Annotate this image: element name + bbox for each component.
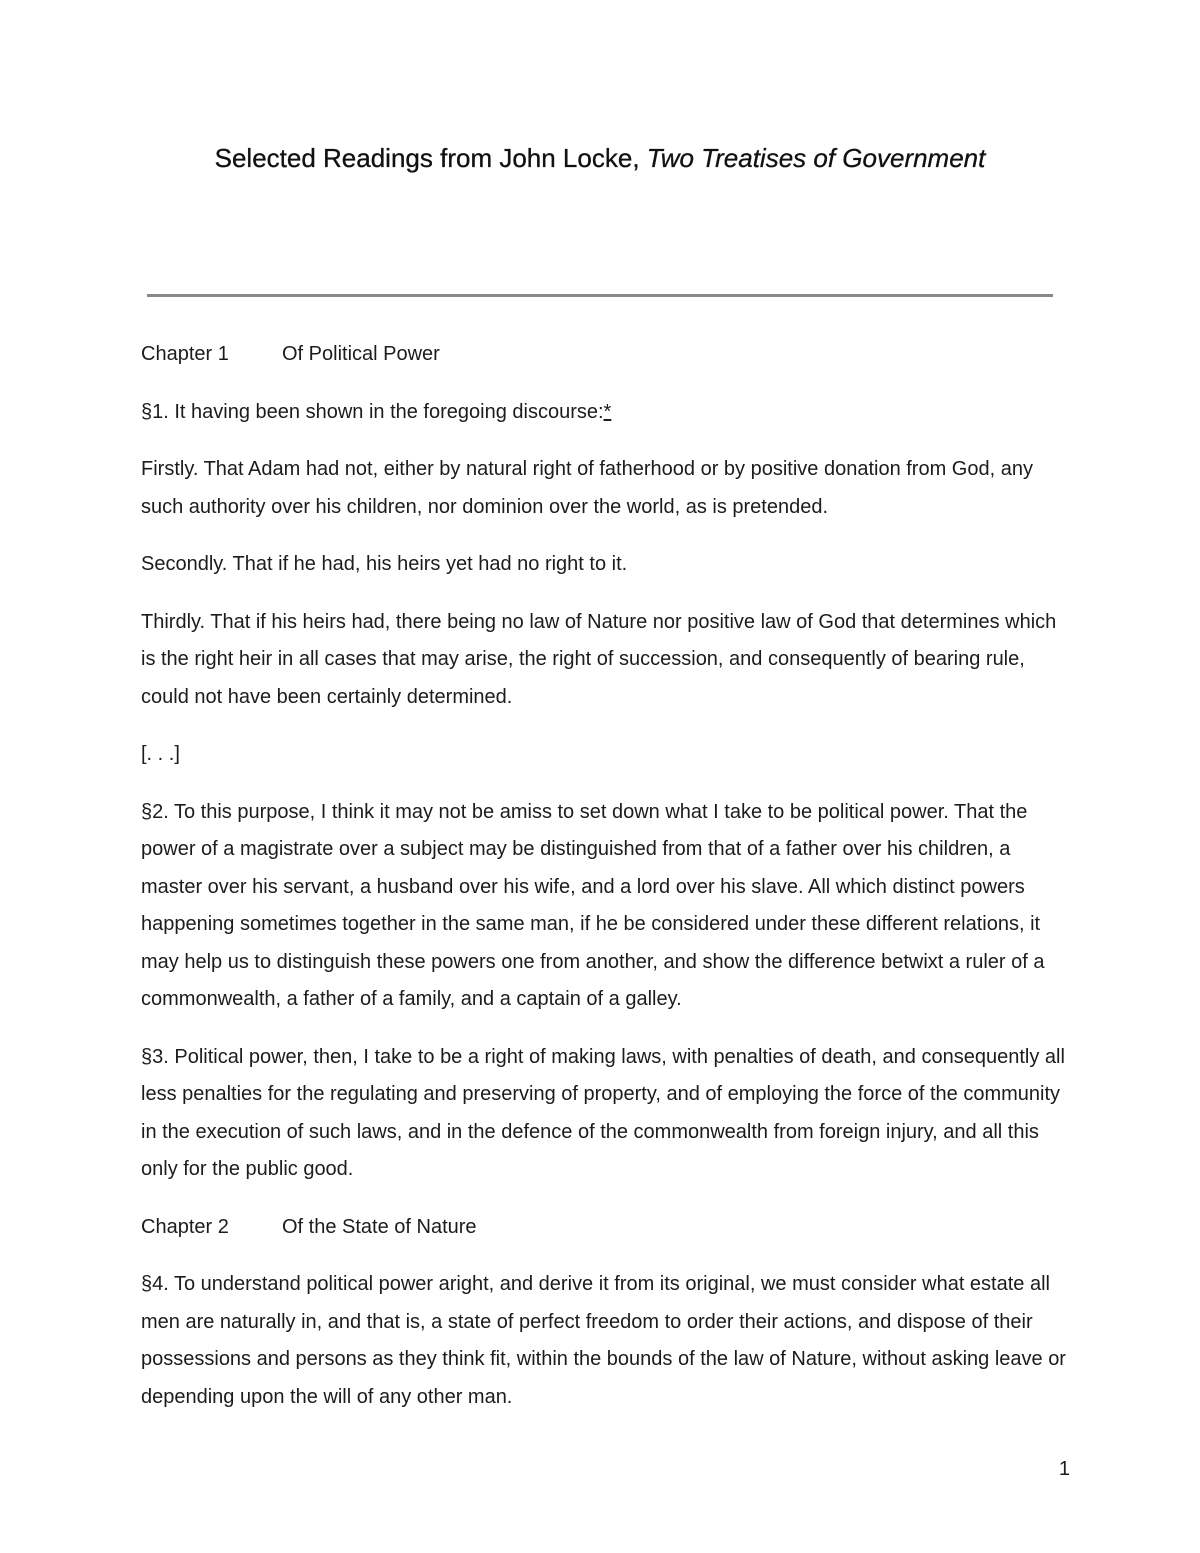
footnote-link[interactable]: *	[603, 400, 612, 423]
chapter-label: Chapter 1	[141, 343, 229, 365]
chapter-heading	[141, 336, 1071, 374]
paragraph-thirdly: Thirdly. That if his heirs had, there being no law of Nature nor positive law of God that determines which is the right heir in all cases that may arise, the right of succession, and consequently of bearing rule, could not have been certainly determined.	[141, 610, 1057, 708]
paragraph-secondly: Secondly. That if he had, his heirs yet had no right to it.	[141, 553, 628, 575]
chapter-label: Chapter 2	[141, 1215, 229, 1238]
paragraph-firstly: Firstly. That Adam had not, either by natural right of fatherhood or by positive donation from God, any such authority over his children, nor dominion over the world, as is pretended.	[141, 458, 1033, 518]
title-prefix: Selected Readings from John Locke,	[214, 143, 647, 173]
chapter-name: Of the State of Nature	[282, 1215, 477, 1238]
horizontal-rule	[147, 294, 1053, 297]
chapter-name: Of Political Power	[282, 343, 440, 365]
document-title	[0, 140, 1200, 176]
section-paragraph: §3. Political power, then, I take to be a right of making laws, with penalties of death, and consequently all less penalties for the regulating and preserving of property, and of employing the force of the community in the execution of such laws, and in the defence of the commonwealth from foreign injury, and all this only for the public good.	[141, 1045, 1065, 1180]
section-text: §1. It having been shown in the foregoing discourse:	[141, 400, 604, 423]
ellipsis: [. . .]	[141, 743, 180, 765]
document-body	[141, 336, 1071, 1436]
page-number: 1	[1058, 1458, 1070, 1480]
section-paragraph: §2. To this purpose, I think it may not be amiss to set down what I take to be political power. That the power of a magistrate over a subject may be distinguished from that of a father over his children, a master over his servant, a husband over his wife, and a lord over his slave. All which distinct powers happening sometimes together in the same man, if he be considered under these different relations, it may help us to distinguish these powers one from another, and show the difference betwixt a ruler of a commonwealth, a father of a family, and a captain of a galley.	[141, 800, 1045, 1010]
title-work: Two Treatises of Government	[646, 143, 986, 173]
section-paragraph	[141, 394, 1071, 432]
chapter-heading	[141, 1209, 1071, 1247]
section-paragraph: §4. To understand political power aright, and derive it from its original, we must consider what estate all men are naturally in, and that is, a state of perfect freedom to order their actions, and dispose of their possessions and persons as they think fit, within the bounds of the law of Nature, without asking leave or depending upon the will of any other man.	[141, 1273, 1066, 1408]
